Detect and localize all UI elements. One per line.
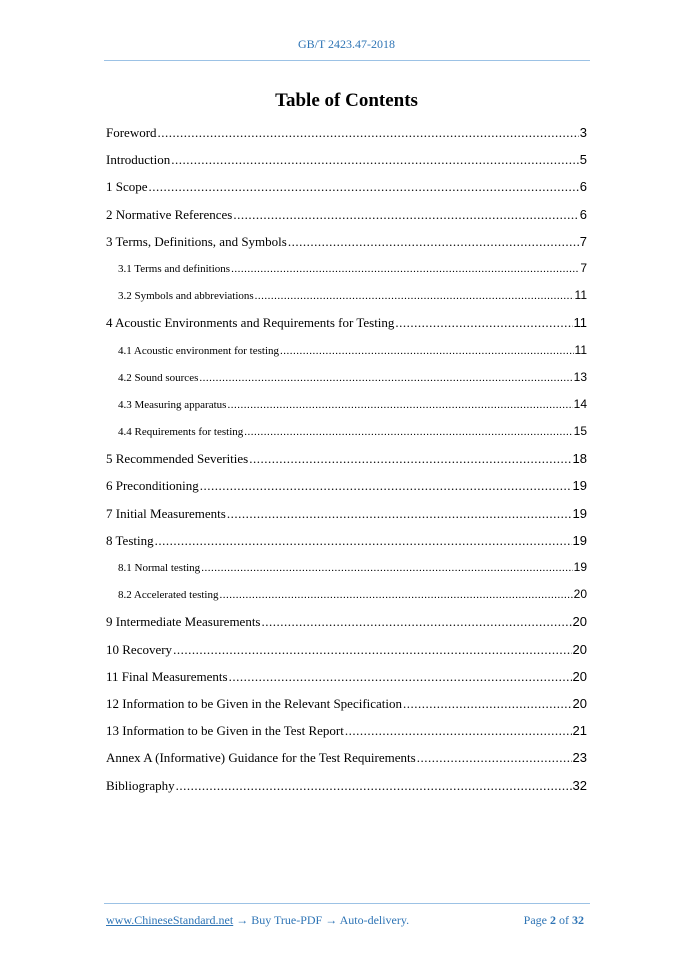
toc-entry-page-number: 20 — [572, 668, 587, 684]
toc-entry[interactable] — [106, 663, 587, 690]
toc-entry[interactable] — [106, 255, 587, 282]
toc-entry[interactable] — [106, 418, 587, 445]
toc-entry-page-number: 14 — [573, 396, 587, 411]
toc-entry-title: 5 Recommended Severities — [106, 451, 249, 467]
toc-entry[interactable] — [106, 282, 587, 309]
dot-leader — [227, 392, 572, 419]
dot-leader — [171, 146, 579, 173]
toc-entry-title: 2 Normative References — [106, 206, 233, 222]
total-pages-number: 32 — [572, 913, 584, 927]
dot-leader — [244, 419, 572, 446]
toc-entry-page-number: 19 — [572, 478, 587, 494]
toc-entry[interactable] — [106, 445, 587, 472]
toc-entry-page-number: 11 — [574, 288, 587, 303]
toc-entry-title: 4.2 Sound sources — [118, 371, 199, 384]
toc-entry-title: 8.1 Normal testing — [118, 562, 201, 574]
dot-leader — [231, 256, 579, 283]
page-title: Table of Contents — [275, 90, 418, 111]
toc-entry[interactable] — [106, 337, 587, 364]
dot-leader — [403, 690, 572, 717]
dot-leader — [158, 119, 579, 146]
toc-entry-title: 3.1 Terms and definitions — [118, 262, 231, 275]
toc-entry-page-number: 20 — [572, 614, 587, 630]
toc-entry[interactable] — [106, 173, 587, 200]
toc-entry-page-number: 20 — [572, 641, 587, 657]
toc-entry[interactable] — [106, 554, 587, 581]
page-label: Page — [523, 913, 547, 927]
dot-leader — [201, 555, 572, 582]
dot-leader — [176, 772, 572, 799]
toc-entry-title: 4.1 Acoustic environment for testing — [118, 344, 279, 357]
toc-entry-title: 10 Recovery — [106, 641, 173, 657]
toc-entry[interactable] — [106, 472, 587, 499]
toc-entry-page-number: 32 — [572, 777, 587, 793]
toc-entry-title: 12 Information to be Given in the Relevant Specification — [106, 695, 403, 711]
toc-entry[interactable] — [106, 500, 587, 527]
toc-entry-title: 9 Intermediate Measurements — [106, 614, 261, 630]
toc-entry-page-number: 19 — [572, 505, 587, 521]
toc-entry-page-number: 11 — [573, 315, 587, 331]
toc-entry[interactable] — [106, 744, 587, 771]
footer-divider — [104, 903, 590, 904]
dot-leader — [255, 283, 574, 310]
toc-entry-page-number: 5 — [579, 152, 587, 168]
toc-entry-page-number: 3 — [579, 125, 587, 140]
of-label: of — [559, 913, 569, 927]
toc-entry-title: 7 Initial Measurements — [106, 505, 226, 521]
toc-entry[interactable] — [106, 527, 587, 554]
dot-leader — [227, 500, 572, 527]
website-link[interactable]: www.ChineseStandard.net — [106, 913, 234, 927]
toc-entry-title: Introduction — [106, 152, 171, 168]
toc-entry-title: 8 Testing — [106, 532, 154, 548]
dot-leader — [220, 582, 573, 609]
toc-entry-page-number: 23 — [572, 750, 587, 766]
toc-entry-page-number: 19 — [573, 560, 587, 574]
toc-entry-page-number: 7 — [579, 233, 587, 249]
page-footer — [106, 913, 584, 928]
toc-entry-title: 3.2 Symbols and abbreviations — [118, 290, 254, 303]
dot-leader — [288, 228, 579, 255]
toc-entry-title: Bibliography — [106, 777, 175, 793]
toc-entry[interactable] — [106, 581, 587, 608]
toc-entry-title: 4.3 Measuring apparatus — [118, 398, 227, 411]
dot-leader — [155, 527, 572, 554]
toc-entry-title: 8.2 Accelerated testing — [118, 589, 219, 602]
toc-entry-page-number: 7 — [580, 260, 587, 275]
toc-entry[interactable] — [106, 636, 587, 663]
dot-leader — [233, 201, 578, 228]
toc-entry-title: 11 Final Measurements — [106, 668, 228, 684]
toc-entry[interactable] — [106, 391, 587, 418]
dot-leader — [249, 445, 571, 472]
toc-entry[interactable] — [106, 690, 587, 717]
dot-leader — [229, 663, 572, 690]
dot-leader — [173, 636, 571, 663]
toc-entry[interactable] — [106, 717, 587, 744]
toc-entry[interactable] — [106, 146, 587, 173]
toc-entry-page-number: 6 — [579, 179, 587, 195]
toc-entry-page-number: 15 — [573, 424, 587, 439]
page-number-info — [524, 913, 584, 928]
dot-leader — [200, 472, 572, 499]
toc-entry-title: Foreword — [106, 125, 157, 140]
toc-entry-title: 4.4 Requirements for testing — [118, 426, 244, 439]
toc-entry-title: 1 Scope — [106, 179, 148, 195]
toc-entry-title: 13 Information to be Given in the Test Report — [106, 723, 344, 739]
toc-entry[interactable] — [106, 309, 587, 336]
dot-leader — [280, 338, 574, 365]
footer-promo — [106, 913, 409, 928]
toc-entry[interactable] — [106, 364, 587, 391]
table-of-contents — [106, 119, 587, 799]
current-page-number: 2 — [550, 913, 556, 927]
toc-entry-page-number: 18 — [572, 451, 587, 467]
toc-entry-page-number: 6 — [579, 206, 587, 222]
toc-entry[interactable] — [106, 772, 587, 799]
toc-entry-page-number: 21 — [572, 723, 587, 739]
dot-leader — [262, 608, 572, 635]
toc-entry-title: 6 Preconditioning — [106, 478, 199, 494]
toc-entry-title: Annex A (Informative) Guidance for the Test Requirements — [106, 750, 416, 766]
dot-leader — [417, 744, 572, 771]
toc-entry[interactable] — [106, 201, 587, 228]
promo-text: → Buy True-PDF → Auto-delivery. — [236, 913, 410, 927]
toc-entry-page-number: 11 — [574, 342, 587, 357]
running-header: GB/T 2423.47-2018 — [297, 37, 396, 51]
toc-entry-title: 3 Terms, Definitions, and Symbols — [106, 233, 287, 249]
dot-leader — [395, 309, 572, 336]
header-divider — [104, 60, 590, 61]
dot-leader — [149, 173, 579, 200]
dot-leader — [199, 365, 572, 392]
toc-entry[interactable] — [106, 228, 587, 255]
toc-entry-page-number: 20 — [572, 695, 587, 711]
toc-entry-page-number: 13 — [573, 369, 587, 384]
toc-entry-page-number: 20 — [573, 587, 587, 602]
toc-entry[interactable] — [106, 119, 587, 146]
toc-entry-title: 4 Acoustic Environments and Requirements for Testing — [106, 315, 395, 331]
dot-leader — [345, 717, 572, 744]
toc-entry[interactable] — [106, 608, 587, 635]
toc-entry-page-number: 19 — [572, 532, 587, 548]
